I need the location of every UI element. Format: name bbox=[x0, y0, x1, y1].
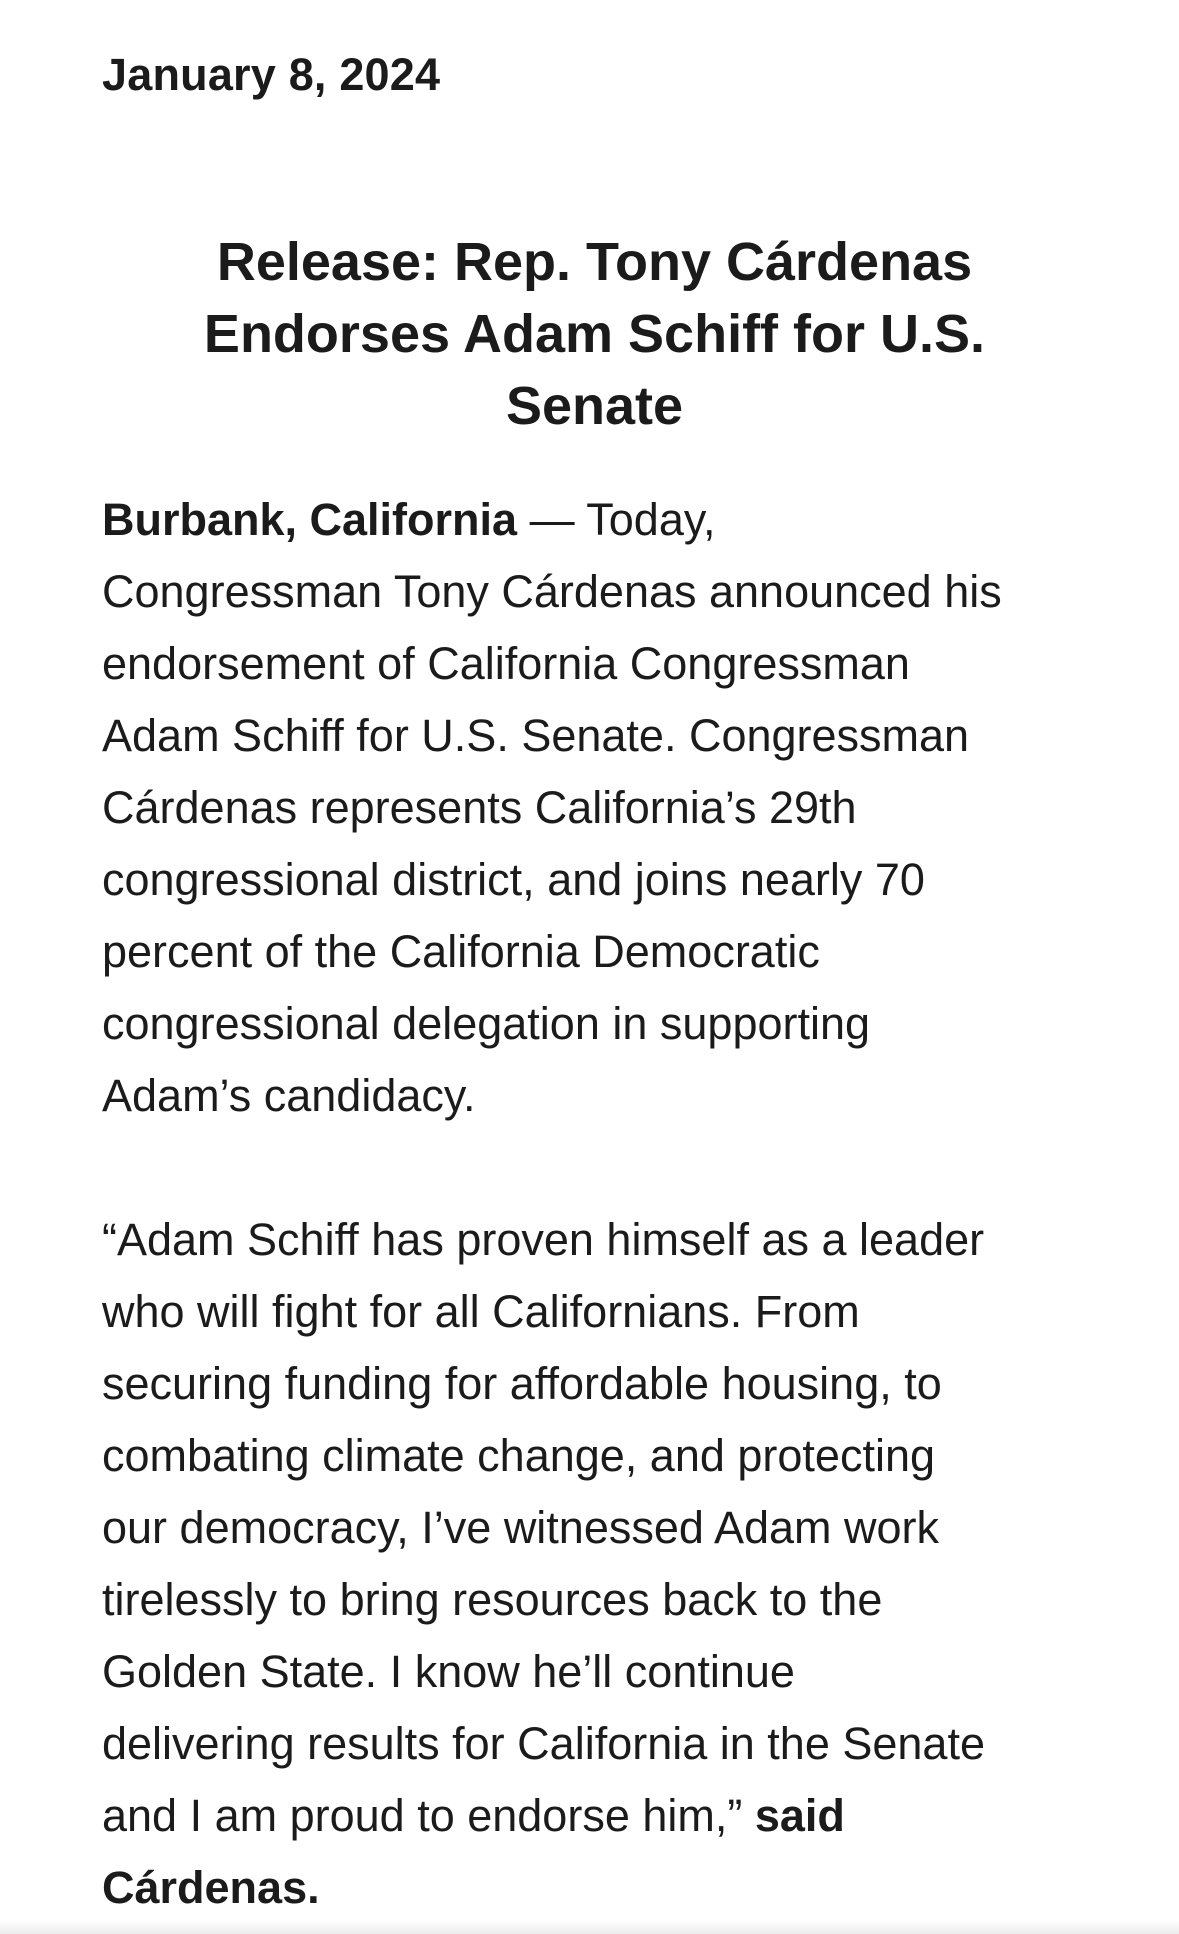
title-line: Senate bbox=[505, 376, 684, 436]
lead-line: Congressman Tony Cárdenas announced his bbox=[102, 566, 1002, 617]
quote-line: tirelessly to bring resources back to the bbox=[102, 1574, 883, 1625]
quote-line: “Adam Schiff has proven himself as a leader bbox=[102, 1214, 985, 1265]
quote-attribution: said bbox=[754, 1790, 845, 1841]
quote-last-line bbox=[102, 1780, 1087, 1852]
title-line: Release: Rep. Tony Cárdenas bbox=[216, 232, 973, 292]
quote-line: combating climate change, and protecting bbox=[102, 1430, 936, 1481]
quote-paragraph bbox=[102, 1204, 1087, 1924]
dateline: Burbank, California bbox=[102, 494, 518, 545]
bottom-edge-shadow bbox=[0, 1920, 1179, 1934]
lead-line: endorsement of California Congressman bbox=[102, 638, 910, 689]
lead-line: Adam’s candidacy. bbox=[102, 1070, 476, 1121]
quote-line: delivering results for California in the Senate bbox=[102, 1718, 985, 1769]
quote-line: Golden State. I know he’ll continue bbox=[102, 1646, 795, 1697]
press-release bbox=[102, 0, 1087, 1924]
quote-line: who will fight for all Californians. From bbox=[102, 1286, 860, 1337]
quote-attribution-name: Cárdenas. bbox=[102, 1862, 320, 1913]
lead-paragraph bbox=[102, 484, 1087, 1132]
lead-first-line bbox=[102, 484, 1087, 556]
release-title bbox=[102, 226, 1087, 442]
title-line: Endorses Adam Schiff for U.S. bbox=[203, 304, 986, 364]
quote-last-text: and I am proud to endorse him,” bbox=[102, 1790, 755, 1841]
lead-line: Adam Schiff for U.S. Senate. Congressman bbox=[102, 710, 970, 761]
lead-first-text: Today, bbox=[586, 494, 716, 545]
lead-line: congressional delegation in supporting bbox=[102, 998, 871, 1049]
lead-line: percent of the California Democratic bbox=[102, 926, 820, 977]
quote-line: our democracy, I’ve witnessed Adam work bbox=[102, 1502, 940, 1553]
release-date: January 8, 2024 bbox=[102, 49, 441, 100]
lead-line: Cárdenas represents California’s 29th bbox=[102, 782, 857, 833]
lead-line: congressional district, and joins nearly 70 bbox=[102, 854, 925, 905]
quote-line: securing funding for affordable housing, to bbox=[102, 1358, 942, 1409]
dateline-dash: — bbox=[517, 494, 587, 545]
